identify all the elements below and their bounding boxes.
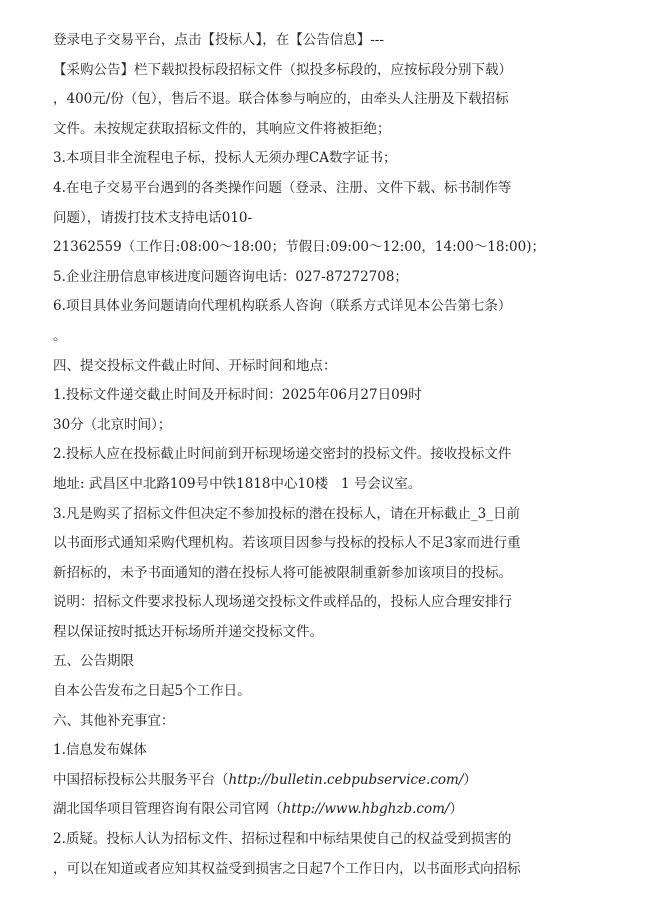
text-line: 21362559（工作日:08:00～18:00；节假日:09:00～12:00，14:00～18:00)； [53, 239, 546, 256]
text-line: 4.在电子交易平台遇到的各类操作问题（登录、注册、文件下载、标书制作等 [53, 179, 512, 196]
text-line: 自本公告发布之日起5个工作日。 [53, 683, 251, 700]
media-line-1 [53, 766, 613, 796]
text-line: 说明：招标文件要求投标人现场递交投标文件或样品的，投标人应合理安排行 [53, 594, 512, 611]
media-2-name: 湖北国华项目管理咨询有限公司官网（ [53, 801, 283, 818]
text-line: 【采购公告】栏下载拟投标段招标文件（拟投多标段的，应按标段分别下载） [53, 61, 512, 78]
text-line: 30分（北京时间）； [53, 416, 172, 433]
text-line: 3.本项目非全流程电子标，投标人无须办理CA数字证书； [53, 150, 397, 167]
media-1-url-link[interactable]: http://bulletin.cebpubservice.com/ [228, 771, 464, 788]
text-line: 地址: 武昌区中北路109号中铁1818中心10楼 1 号会议室。 [53, 475, 422, 492]
text-line: 以书面形式通知采购代理机构。若该项目因参与投标的投标人不足3家而进行重 [53, 535, 521, 552]
media-1-name: 中国招标投标公共服务平台（ [53, 771, 229, 788]
text-line: 6.项目具体业务问题请向代理机构联系人咨询（联系方式详见本公告第七条） [53, 298, 512, 315]
text-line: ，可以在知道或者应知其权益受到损害之日起7个工作日内，以书面形式向招标 [53, 860, 521, 877]
text-line: 2.投标人应在投标截止时间前到开标现场递交密封的投标文件。接收投标文件 [53, 446, 512, 463]
text-line: 1.信息发布媒体 [53, 742, 147, 759]
media-2-url-link[interactable]: http://www.hbghzb.com/ [282, 801, 450, 818]
text-line: 新招标的，未予书面通知的潜在投标人将可能被限制重新参加该项目的投标。 [53, 564, 512, 581]
text-line: 3.凡是购买了招标文件但决定不参加投标的潜在投标人，请在开标截止_3_日前 [53, 505, 520, 522]
section-heading-5: 五、公告期限 [53, 653, 134, 670]
text-line: 程以保证按时抵达开标场所并递交投标文件。 [53, 623, 323, 640]
text-line: 登录电子交易平台，点击【投标人】，在【公告信息】--- [53, 32, 384, 48]
media-2-close: ） [449, 801, 463, 818]
text-line: 1.投标文件递交截止时间及开标时间：2025年06月27日09时 [53, 387, 422, 404]
text-line: 问题），请拨打技术支持电话010- [53, 209, 253, 226]
media-line-2 [53, 795, 613, 825]
text-line: ，400元/份（包），售后不退。联合体参与响应的，由牵头人注册及下载招标 [53, 91, 509, 108]
text-line: 。 [53, 327, 67, 344]
document-body [53, 26, 613, 884]
text-line: 2.质疑。投标人认为招标文件、招标过程和中标结果使自己的权益受到损害的 [53, 831, 512, 848]
text-line: 5.企业注册信息审核进度问题咨询电话：027-87272708； [53, 268, 408, 285]
section-heading-6: 六、其他补充事宜： [53, 712, 175, 729]
section-heading-4: 四、提交投标文件截止时间、开标时间和地点： [53, 357, 337, 374]
text-line: 文件。未按规定获取招标文件的，其响应文件将被拒绝； [53, 120, 391, 137]
media-1-close: ） [463, 771, 477, 788]
